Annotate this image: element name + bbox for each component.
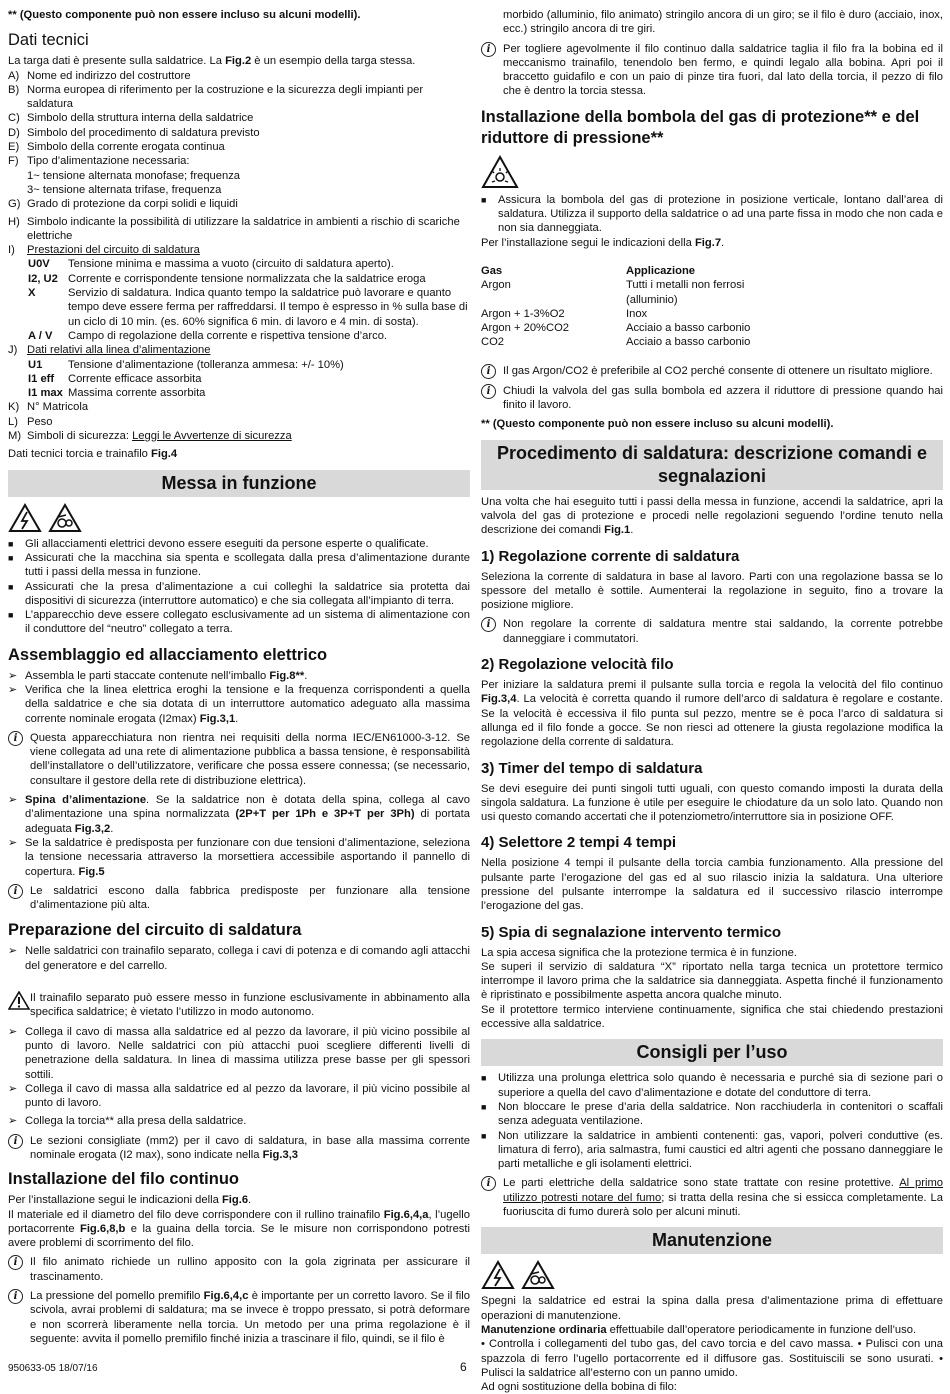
square-bullet-icon: ■ xyxy=(481,1101,487,1112)
info-note: i Il filo animato richiede un rullino apposito con la gola zigrinata per assicurare il trascinamento. xyxy=(8,1255,470,1284)
electric-hazard-icon xyxy=(8,503,42,533)
list-item: ➢ Assembla le parti staccate contenute nell’imballo Fig.8**. xyxy=(8,669,308,682)
table-row: Argon Tutti i metalli non ferrosi (alluminio) xyxy=(481,279,745,306)
arrow-bullet-icon: ➢ xyxy=(8,945,18,958)
line-row: I1 max Massima corrente assorbita xyxy=(28,387,206,400)
list-item: E) Simbolo della corrente erogata continua xyxy=(8,141,225,154)
table-row: Argon + 1-3%O2 Inox xyxy=(481,307,648,320)
electric-hazard-icon xyxy=(481,1260,515,1290)
warning-icons xyxy=(481,155,943,189)
info-note: i Le sezioni consigliate (mm2) per il cavo di saldatura, in base alla massima corrente nominale erogata (I2 max), sono indicate nella Fig.3,3 xyxy=(8,1134,470,1163)
section-title-preparazione: Preparazione del circuito di saldatura xyxy=(8,921,302,940)
list-item: ■ Assicurati che la presa d’alimentazione a cui colleghi la saldatrice sia protetta dai dispositivi di sicurezza (interruttore automatico) e che sia collegata all’impianto di terra. xyxy=(8,580,470,607)
warning-triangle-icon xyxy=(8,991,30,1010)
section-banner-consigli: Consigli per l’uso xyxy=(481,1039,943,1066)
paragraph: Se il protettore termico interviene continuamente, significa che stai chiedendo prestazioni eccessive alla saldatrice. xyxy=(481,1003,943,1031)
paragraph: Se superi il servizio di saldatura “X” riportato nella targa tecnica un protettore termico interrompe il lavoro prima che la saldatrice sia danneggiata. Aspetta finché il funzionamento è ripristinato e possibilmente aspetta ancora qualche minuto. xyxy=(481,960,943,1002)
section-title-timer: 3) Timer del tempo di saldatura xyxy=(481,759,703,777)
list-item: ➢ Collega il cavo di massa alla saldatrice ed al pezzo da lavorare, il più vicino possibile al punto di lavoro. Nelle saldatrici con più attacchi puoi scegliere differenti livelli di penetrazione della saldatura. In linea di massima utilizza prese basse per gli spessori sottili. xyxy=(8,1025,470,1081)
section-title-selettore: 4) Selettore 2 tempi 4 tempi xyxy=(481,834,677,852)
info-icon: i xyxy=(481,384,496,399)
table-header-row: Gas Applicazione xyxy=(481,264,695,277)
paragraph: Il materiale ed il diametro del filo deve corrispondere con il rullino trainafilo Fig.6,4,a, l’ugello portacorrente Fig.6,8,b e la guaina della torcia. Se le misure non corrispondono potresti avere problemi di scorrimento del filo. xyxy=(8,1208,471,1250)
safety-warnings-link[interactable]: Leggi le Avvertenze di sicurezza xyxy=(132,430,292,443)
list-item: ➢ Collega il cavo di massa alla saldatrice ed al pezzo da lavorare, il più vicino possibile al punto di lavoro. xyxy=(8,1082,470,1110)
paragraph: Una volta che hai eseguito tutti i passi della messa in funzione, accendi la saldatrice, apri la valvola del gas di protezione e procedi nelle regolazioni seguendo l’ordine tenuto nella descrizione dei comandi Fig.1. xyxy=(481,495,943,537)
page-number: 6 xyxy=(460,1360,467,1374)
section-banner-manutenzione: Manutenzione xyxy=(481,1227,943,1254)
info-icon: i xyxy=(8,731,23,746)
list-item: J) Dati relativi alla linea d’alimentazione xyxy=(8,344,211,357)
list-item: M) Simboli di sicurezza: Leggi le Avvertenze di sicurezza xyxy=(8,430,292,443)
info-icon: i xyxy=(8,1134,23,1149)
dati-intro: La targa dati è presente sulla saldatrice. La Fig.2 è un esempio della targa stessa. xyxy=(8,55,416,68)
gas-table xyxy=(481,264,771,350)
perf-row: U0V Tensione minima e massima a vuoto (circuito di saldatura aperto). xyxy=(28,258,394,271)
list-item: I) Prestazioni del circuito di saldatura xyxy=(8,244,200,257)
list-item: F) Tipo d’alimentazione necessaria: xyxy=(8,155,190,168)
section-title-dati-tecnici: Dati tecnici xyxy=(8,31,89,50)
paragraph: Per l’installazione segui le indicazioni della Fig.7. xyxy=(481,236,725,249)
arrow-bullet-icon: ➢ xyxy=(8,794,18,807)
info-icon: i xyxy=(481,42,496,57)
moving-parts-hazard-icon xyxy=(48,503,82,533)
square-bullet-icon: ■ xyxy=(8,538,14,549)
left-column xyxy=(8,8,470,1351)
table-row: Argon + 20%CO2 Acciaio a basso carbonio xyxy=(481,322,751,335)
info-icon: i xyxy=(481,364,496,379)
list-item: C) Simbolo della struttura interna della saldatrice xyxy=(8,112,254,125)
paragraph: Nella posizione 4 tempi il pulsante della torcia cambia funzionamento. Alla pressione del pulsante parte l’erogazione del gas ed al suo rilascio inizia la saldatura. Una ulteriore pressione del pulsante interrompe la saldatura ed il successivo rilascio interrompe l’erogazione del gas. xyxy=(481,857,943,913)
arrow-bullet-icon: ➢ xyxy=(8,683,18,696)
warning-note: Il trainafilo separato può essere messo in funzione esclusivamente in abbinamento alla specifica saldatrice; è vietato l’utilizzo in modo autonomo. xyxy=(8,991,470,1020)
list-item: B) Norma europea di riferimento per la costruzione e la sicurezza degli impianti per saldatura xyxy=(8,83,424,111)
perf-row: A / V Campo di regolazione della corrente e rispettiva tensione d’arco. xyxy=(28,329,388,342)
section-title-assemblaggio: Assemblaggio ed allacciamento elettrico xyxy=(8,645,328,664)
info-note: i Le parti elettriche della saldatrice sono state trattate con resine protettive. Al primo utilizzo potresti notare del fumo; si tratta della resina che si essicca completamente. La fuoriuscita di fumo durerà solo per alcuni minuti. xyxy=(481,1176,943,1219)
list-item: K) N° Matricola xyxy=(8,401,89,414)
section-title-regolazione-corrente: 1) Regolazione corrente di saldatura xyxy=(481,547,740,565)
square-bullet-icon: ■ xyxy=(8,552,14,563)
arrow-bullet-icon: ➢ xyxy=(8,836,18,849)
square-bullet-icon: ■ xyxy=(481,194,487,205)
arrow-bullet-icon: ➢ xyxy=(8,1115,18,1128)
list-item: ➢ Collega la torcia** alla presa della saldatrice. xyxy=(8,1115,247,1128)
list-item: D) Simbolo del procedimento di saldatura previsto xyxy=(8,126,260,139)
list-item: ■ Non bloccare le prese d’aria della saldatrice. Non racchiuderla in contenitori o scaffali senza adeguata ventilazione. xyxy=(481,1100,943,1128)
list-item: ■ Assicurati che la macchina sia spenta e scollegata dalla presa d’alimentazione durante tutti i passi della messa in funzione. xyxy=(8,551,470,579)
section-title-velocita-filo: 2) Regolazione velocità filo xyxy=(481,656,674,674)
list-item: L) Peso xyxy=(8,415,53,428)
paragraph: Se devi eseguire dei punti singoli tutti uguali, con questo comando imposti la durata della singola saldatura. La funzione è utile per eseguire le chiodature da un solo lato. Quando non usi questo comando accertati che il potenziometro/interruttore sia in posizione OFF. xyxy=(481,782,943,824)
info-note: i Questa apparecchiatura non rientra nei requisiti della norma IEC/EN61000-3-12. Se viene collegata ad una rete di alimentazione pubblica a bassa tensione, è responsabilità dell’installatore o dell’utilizzatore, verificare che possa essere connessa; (se necessario, consultare il gestore della rete di distribuzione elettrica). xyxy=(8,731,470,788)
perf-row: I2, U2 Corrente e corrispondente tensione normalizzata che la saldatrice eroga xyxy=(28,272,426,285)
info-icon: i xyxy=(8,884,23,899)
moving-parts-hazard-icon xyxy=(521,1260,555,1290)
top-note: ** (Questo componente può non essere incluso su alcuni modelli). xyxy=(8,9,361,21)
list-item: G) Grado di protezione da corpi solidi e liquidi xyxy=(8,198,238,211)
section-banner-procedimento: Procedimento di saldatura: descrizione comandi e segnalazioni xyxy=(481,440,943,490)
list-subitem: 3~ tensione alternata trifase, frequenza xyxy=(27,183,222,196)
square-bullet-icon: ■ xyxy=(481,1073,487,1084)
perf-row: X Servizio di saldatura. Indica quanto tempo la saldatrice può lavorare e quanto tempo deve essere ferma per raffreddarsi. Il tempo è espresso in % sulla base di un ciclo di 10 min. (es. 60% significa 6 min. di lavoro e 4 min. di sosta). xyxy=(28,287,468,328)
list-item: ➢ Verifica che la linea elettrica eroghi la tensione e la frequenza corrispondenti a quella della saldatrice e che sia dotata di un interruttore automatico adeguato alla massima corrente nominale erogata (I2max) Fig.3,1. xyxy=(8,683,470,725)
section-title-filo: Installazione del filo continuo xyxy=(8,1170,240,1189)
component-footnote: ** (Questo componente può non essere incluso su alcuni modelli). xyxy=(481,418,834,431)
paragraph: • Controlla i collegamenti del tubo gas, del cavo torcia e del cavo massa. • Pulisci con una spazzola di ferro l’ugello portacorrente ed il diffusore gas. Sostituiscili se sono usurati. • Pulisci la saldatrice all’esterno con un panno umido. xyxy=(481,1338,943,1379)
section-title-spia-termica: 5) Spia di segnalazione intervento termico xyxy=(481,923,782,941)
info-note: i Le saldatrici escono dalla fabbrica predisposte per funzionare alla tensione d’alimentazione più alta. xyxy=(8,884,470,913)
info-icon: i xyxy=(481,1176,496,1191)
square-bullet-icon: ■ xyxy=(481,1130,487,1141)
section-title-bombola: Installazione della bombola del gas di protezione** e del riduttore di pressione** xyxy=(481,107,920,147)
info-note: i Per togliere agevolmente il filo continuo dalla saldatrice taglia il filo fra la bobina ed il meccanismo trainafilo, tenendolo ben fermo, e quindi legalo alla bobina. Apri poi il braccetto guidafilo e con un paio di pinze tira fuori, dal lato della torcia, il pezzo di filo che è dentro la torcia stessa. xyxy=(481,42,943,99)
section-banner-messa: Messa in funzione xyxy=(8,470,470,497)
fig-ref: Fig.2 xyxy=(225,55,252,68)
list-item: ■ Utilizza una prolunga elettrica solo quando è necessaria e purché sia di sezione pari o superiore a quella del cavo d’alimentazione e dotate del conduttore di terra. xyxy=(481,1072,943,1099)
data-plate-list xyxy=(8,69,470,444)
info-icon: i xyxy=(8,1289,23,1304)
paragraph: Per iniziare la saldatura premi il pulsante sulla torcia e regola la velocità del filo continuo Fig.3,4. La velocità è corretta quando il rumore dell’arco di saldatura è regolare e costante. Se la velocità è eccessiva il filo punta sul pezzo, mentre se è poca l’arco di saldatura si allunga ed il filo fonde a gocce. Se non riesci ad ottenere la giusta regolazione modifica la regolazione della corrente di saldatura. xyxy=(481,679,943,749)
list-item: ➢ Se la saldatrice è predisposta per funzionare con due tensioni d’alimentazione, seleziona la tensione necessaria attraverso la morsettiera accessibile asportando il pannello di copertura. Fig.5 xyxy=(8,836,470,878)
list-item: ■ Non utilizzare la saldatrice in ambienti contenenti: gas, vapori, polveri conduttive (es. limatura di ferro), aria salmastra, fumi caustici ed altri agenti che possano danneggiare le parti metalliche e gli isolamenti elettrici. xyxy=(481,1129,943,1171)
paragraph: Ad ogni sostituzione della bobina di filo: xyxy=(481,1381,677,1394)
list-subitem: 1~ tensione alternata monofase; frequenza xyxy=(27,169,241,182)
list-item: ■ Gli allacciamenti elettrici devono essere eseguiti da persone esperte o qualificate. xyxy=(8,537,429,550)
list-item: ➢ Spina d’alimentazione. Se la saldatrice non è dotata della spina, collega al cavo d’alimentazione una spina normalizzata (2P+T per 1Ph e 3P+T per 3Ph) di portata adeguata Fig.3,2. xyxy=(8,794,470,835)
torch-data-ref: Dati tecnici torcia e trainafilo Fig.4 xyxy=(8,448,178,461)
info-note: i Chiudi la valvola del gas sulla bombola ed azzera il riduttore di pressione quando hai finito il lavoro. xyxy=(481,384,943,413)
arrow-bullet-icon: ➢ xyxy=(8,1082,18,1095)
paragraph: La spia accesa significa che la protezione termica è in funzione. xyxy=(481,946,797,959)
gas-cylinder-hazard-icon xyxy=(481,155,519,189)
list-item: A) Nome ed indirizzo del costruttore xyxy=(8,69,191,82)
paragraph: Manutenzione ordinaria effettuabile dall’operatore periodicamente in funzione dell’uso. xyxy=(481,1323,917,1336)
list-item: ■ L’apparecchio deve essere collegato esclusivamente ad un sistema di alimentazione con il conduttore del “neutro” collegato a terra. xyxy=(8,609,470,636)
paragraph: Spegni la saldatrice ed estrai la spina dalla presa d’alimentazione prima di effettuare operazioni di manutenzione. xyxy=(481,1295,943,1322)
right-column xyxy=(481,8,943,1394)
square-bullet-icon: ■ xyxy=(8,581,14,592)
document-code: 950633-05 18/07/16 xyxy=(8,1363,98,1374)
info-note: i Non regolare la corrente di saldatura mentre stai saldando, la corrente potrebbe danneggiare i commutatori. xyxy=(481,617,943,646)
info-icon: i xyxy=(8,1255,23,1270)
table-row: CO2 Acciaio a basso carbonio xyxy=(481,336,751,349)
square-bullet-icon: ■ xyxy=(8,610,14,621)
paragraph: Per l’installazione segui le indicazioni della Fig.6. xyxy=(8,1194,252,1207)
info-icon: i xyxy=(481,617,496,632)
paragraph: Seleziona la corrente di saldatura in base al lavoro. Parti con una regolazione bassa se lo spessore del metallo è sottile. Aumenterai la regolazione in seguito, fino a trovare la posizione migliore. xyxy=(481,570,943,612)
list-item: ➢ Nelle saldatrici con trainafilo separato, collega i cavi di potenza e di comando agli attacchi del generatore e del carrello. xyxy=(8,945,470,972)
info-note: i La pressione del pomello premifilo Fig.6,4,c è importante per un corretto lavoro. Se il filo scivola, avrai problemi di saldatura; ma se invece è troppo pressato, si potrà deformare e non scorrerà liberamente nella torcia. Un metodo per una prima regolazione è il seguente: avvita il pomello premifilo finché inizia a trascinare il filo, quindi, se il filo è xyxy=(8,1289,470,1346)
info-note: i Il gas Argon/CO2 è preferibile al CO2 perché consente di ottenere un risultato migliore. xyxy=(481,364,943,379)
list-item: ■ Assicura la bombola del gas di protezione in posizione verticale, lontano dall’area di saldatura. Utilizza il supporto della saldatrice o ad una parte fissa in modo che non cada e non sia danneggiata. xyxy=(481,193,943,235)
warning-icons xyxy=(8,503,470,533)
line-row: U1 Tensione d’alimentazione (tolleranza ammesa: +/- 10%) xyxy=(28,358,344,371)
paragraph: morbido (alluminio, filo animato) stringilo ancora di un giro; se il filo è duro (acciaio, inox, ecc.) stringilo ancora di tre giri. xyxy=(503,9,943,36)
arrow-bullet-icon: ➢ xyxy=(8,669,18,682)
arrow-bullet-icon: ➢ xyxy=(8,1025,18,1038)
list-item: H) Simbolo indicante la possibilità di utilizzare la saldatrice in ambienti a rischio di scariche elettriche xyxy=(8,215,460,242)
line-row: I1 eff Corrente efficace assorbita xyxy=(28,372,202,385)
warning-icons xyxy=(481,1260,943,1290)
